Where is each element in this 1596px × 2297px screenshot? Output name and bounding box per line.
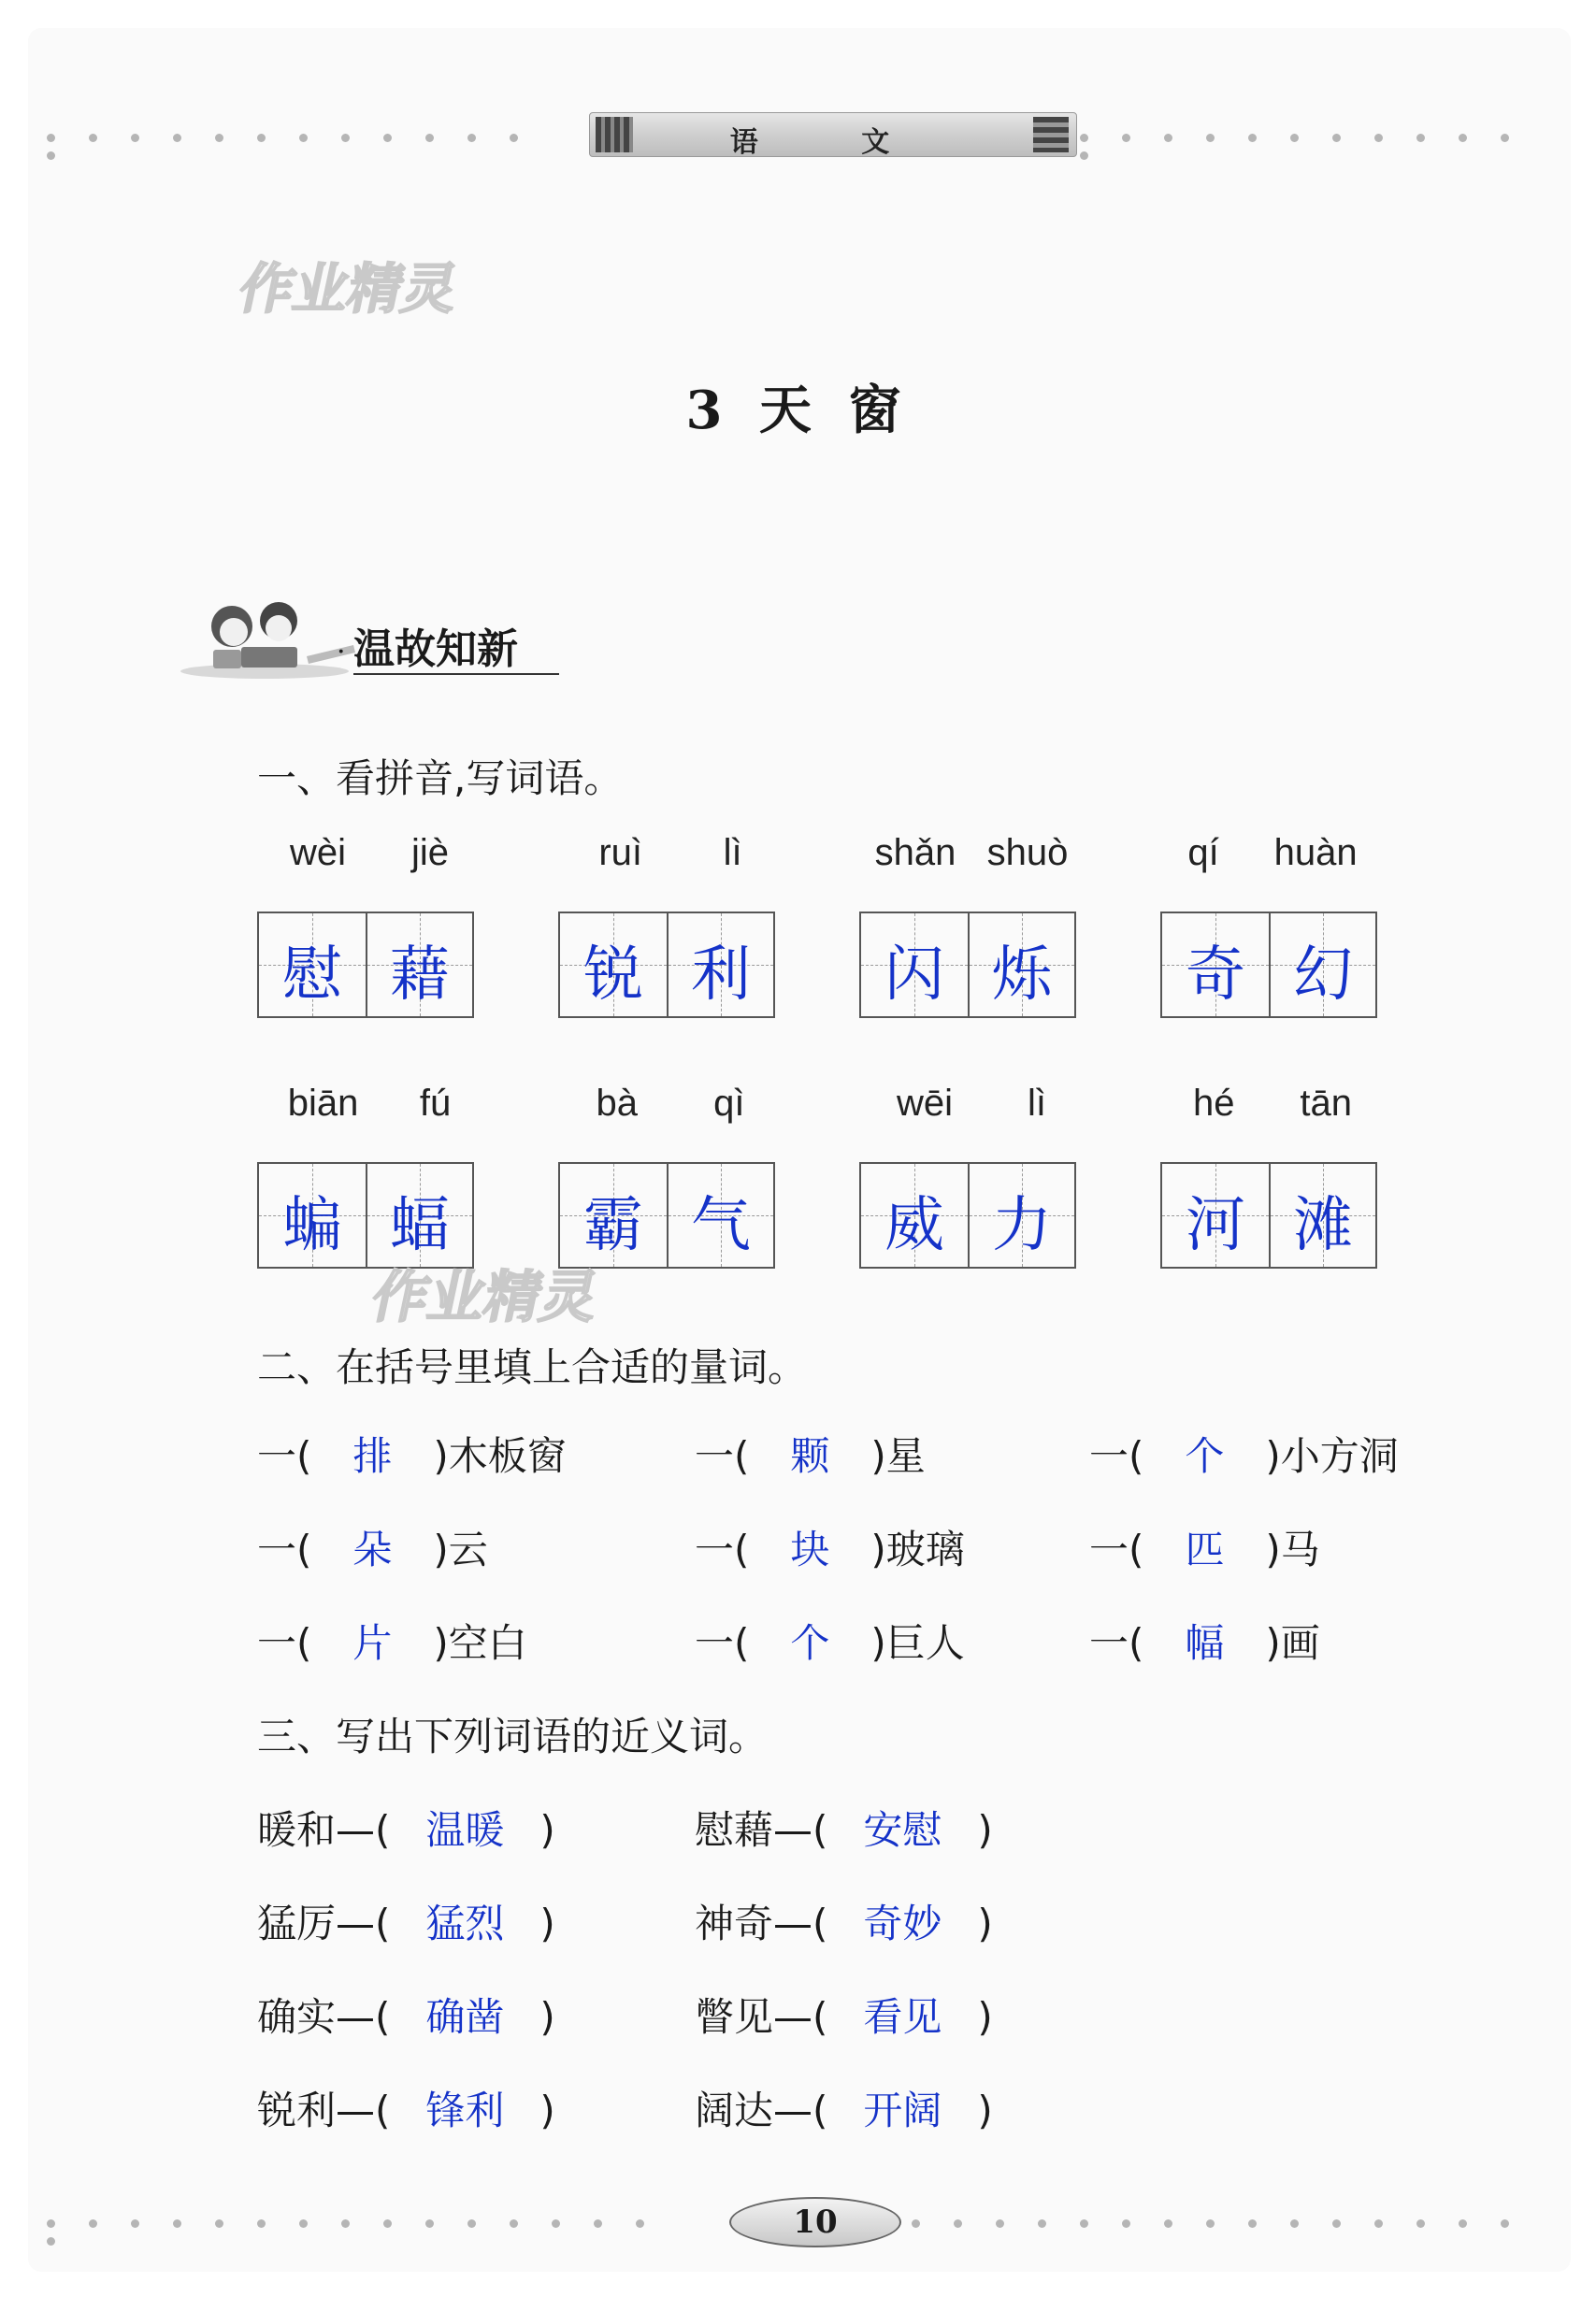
- pinyin: bà: [596, 1083, 639, 1124]
- answer-text: 奇妙: [863, 1901, 942, 1946]
- pinyin: qì: [713, 1083, 745, 1124]
- fill-item: [1089, 1519, 1320, 1575]
- item-prefix: 一(: [257, 1527, 312, 1572]
- pinyin: jiè: [410, 832, 450, 873]
- item-suffix: )玻璃: [870, 1527, 965, 1572]
- item-prefix: 一(: [1089, 1527, 1144, 1572]
- item-suffix: )小方洞: [1265, 1433, 1399, 1479]
- answer-text: 看见: [863, 1994, 942, 2040]
- item-suffix: )云: [433, 1527, 488, 1572]
- item-prefix: 一(: [695, 1527, 750, 1572]
- synonym-item: [695, 1987, 993, 2043]
- pinyin-group: [1160, 1083, 1385, 1269]
- answer-char: 蝙: [282, 1191, 342, 1260]
- answer-char: 气: [691, 1191, 751, 1260]
- q1-prompt: 一、看拼音,写词语。: [257, 755, 624, 801]
- item-word: 慰藉—(: [695, 1807, 828, 1853]
- item-suffix: )木板窗: [433, 1433, 567, 1479]
- answer-text: 匹: [1185, 1527, 1225, 1572]
- page-number: 10: [729, 2197, 901, 2247]
- answer-text: 片: [352, 1620, 393, 1666]
- pinyin: lì: [723, 832, 742, 873]
- pinyin-group: [558, 1083, 783, 1269]
- answer-char: 幻: [1293, 940, 1353, 1010]
- pinyin: fú: [419, 1083, 452, 1124]
- tianzige-box: [257, 1162, 474, 1269]
- answer-char: 奇: [1186, 940, 1245, 1010]
- pinyin-group: [558, 832, 783, 1018]
- item-suffix: ): [977, 1901, 993, 1946]
- tianzige-box: [859, 1162, 1076, 1269]
- answer-char: 利: [691, 940, 751, 1010]
- item-word: 阔达—(: [695, 2088, 828, 2133]
- item-word: 猛厉—(: [257, 1901, 391, 1946]
- q2-prompt: 二、在括号里填上合适的量词。: [257, 1344, 808, 1390]
- synonym-item: [257, 2080, 555, 2136]
- answer-char: 闪: [884, 940, 944, 1010]
- item-word: 暖和—(: [257, 1807, 391, 1853]
- item-suffix: )巨人: [870, 1620, 965, 1666]
- answer-text: 锋利: [425, 2088, 505, 2133]
- q3-prompt: 三、写出下列词语的近义词。: [257, 1714, 769, 1759]
- answer-char: 烁: [992, 940, 1052, 1010]
- footer-dots-right: [912, 2214, 1547, 2223]
- pinyin: wèi: [289, 832, 347, 873]
- fill-item: [1089, 1613, 1320, 1669]
- bullet-dot: ·: [337, 636, 346, 668]
- pinyin-group: [859, 832, 1084, 1018]
- pinyin: ruì: [598, 832, 643, 873]
- header-dots-right: [1080, 128, 1547, 137]
- pinyin-group: [257, 832, 482, 1018]
- fill-item: [1089, 1426, 1399, 1482]
- pinyin: qí: [1187, 832, 1219, 873]
- synonym-item: [695, 1800, 993, 1856]
- pinyin-group: [1160, 832, 1385, 1018]
- item-prefix: 一(: [1089, 1433, 1144, 1479]
- item-word: 神奇—(: [695, 1901, 828, 1946]
- item-suffix: )星: [870, 1433, 926, 1479]
- answer-text: 个: [790, 1620, 830, 1666]
- item-suffix: ): [977, 1994, 993, 2040]
- answer-char: 锐: [583, 940, 643, 1010]
- page-footer: [37, 2204, 1552, 2261]
- synonym-item: [257, 1893, 555, 1949]
- item-prefix: 一(: [695, 1433, 750, 1479]
- item-word: 确实—(: [257, 1994, 391, 2040]
- fill-item: [695, 1613, 965, 1669]
- fill-item: [257, 1613, 527, 1669]
- tianzige-box: [558, 1162, 775, 1269]
- item-suffix: )画: [1265, 1620, 1320, 1666]
- answer-text: 猛烈: [425, 1901, 505, 1946]
- pinyin-group: [859, 1083, 1084, 1269]
- item-suffix: ): [977, 1807, 993, 1853]
- answer-char: 慰: [282, 940, 342, 1010]
- synonym-item: [695, 1893, 993, 1949]
- pinyin: wēi: [896, 1083, 954, 1124]
- answer-text: 安慰: [863, 1807, 942, 1853]
- answer-char: 威: [884, 1191, 944, 1260]
- page-header: [37, 108, 1552, 159]
- section-underline: [353, 673, 559, 675]
- answer-text: 确凿: [425, 1994, 505, 2040]
- answer-text: 温暖: [425, 1807, 505, 1853]
- answer-char: 力: [992, 1191, 1052, 1260]
- subject-banner: [589, 112, 1077, 157]
- answer-char: 蝠: [390, 1191, 450, 1260]
- subject-title: 语 文: [729, 126, 937, 159]
- answer-char: 藉: [390, 940, 450, 1010]
- item-word: 锐利—(: [257, 2088, 391, 2133]
- watermark: 作业精灵: [366, 1265, 605, 1330]
- pinyin-group: [257, 1083, 482, 1269]
- answer-text: 朵: [352, 1527, 393, 1572]
- pinyin: shuò: [986, 832, 1069, 873]
- fill-item: [695, 1426, 926, 1482]
- pinyin: shǎn: [874, 832, 956, 873]
- pinyin: lì: [1028, 1083, 1046, 1124]
- item-suffix: )空白: [433, 1620, 527, 1666]
- answer-text: 颗: [790, 1433, 830, 1479]
- item-suffix: ): [977, 2088, 993, 2133]
- answer-char: 河: [1186, 1191, 1245, 1260]
- reading-kids-icon: [176, 598, 363, 682]
- item-suffix: ): [539, 1807, 555, 1853]
- item-word: 瞥见—(: [695, 1994, 828, 2040]
- section-header: [168, 598, 561, 682]
- tianzige-box: [859, 912, 1076, 1018]
- item-prefix: 一(: [1089, 1620, 1144, 1666]
- lesson-title: 3 天 窗: [685, 380, 911, 441]
- fill-item: [257, 1426, 567, 1482]
- fill-item: [695, 1519, 965, 1575]
- tianzige-box: [257, 912, 474, 1018]
- watermark: 作业精灵: [233, 257, 465, 321]
- answer-text: 个: [1185, 1433, 1225, 1479]
- answer-char: 滩: [1293, 1191, 1353, 1260]
- item-prefix: 一(: [695, 1620, 750, 1666]
- pinyin: biān: [287, 1083, 359, 1124]
- item-suffix: )马: [1265, 1527, 1320, 1572]
- pinyin: hé: [1192, 1083, 1235, 1124]
- synonym-item: [257, 1987, 555, 2043]
- pinyin: tān: [1300, 1083, 1353, 1124]
- books-icon: [1033, 117, 1069, 152]
- footer-dots-left: [47, 2214, 701, 2223]
- pinyin: huàn: [1273, 832, 1358, 873]
- fill-item: [257, 1519, 488, 1575]
- item-suffix: ): [539, 1994, 555, 2040]
- answer-text: 排: [352, 1433, 393, 1479]
- item-suffix: ): [539, 2088, 555, 2133]
- item-prefix: 一(: [257, 1433, 312, 1479]
- tianzige-box: [558, 912, 775, 1018]
- answer-text: 幅: [1185, 1620, 1225, 1666]
- synonym-item: [257, 1800, 555, 1856]
- header-dots-left: [47, 128, 580, 137]
- tianzige-box: [1160, 1162, 1377, 1269]
- answer-char: 霸: [583, 1191, 643, 1260]
- answer-text: 开阔: [863, 2088, 942, 2133]
- item-prefix: 一(: [257, 1620, 312, 1666]
- synonym-item: [695, 2080, 993, 2136]
- tianzige-box: [1160, 912, 1377, 1018]
- answer-text: 块: [790, 1527, 830, 1572]
- section-label: 温故知新: [353, 625, 518, 673]
- item-suffix: ): [539, 1901, 555, 1946]
